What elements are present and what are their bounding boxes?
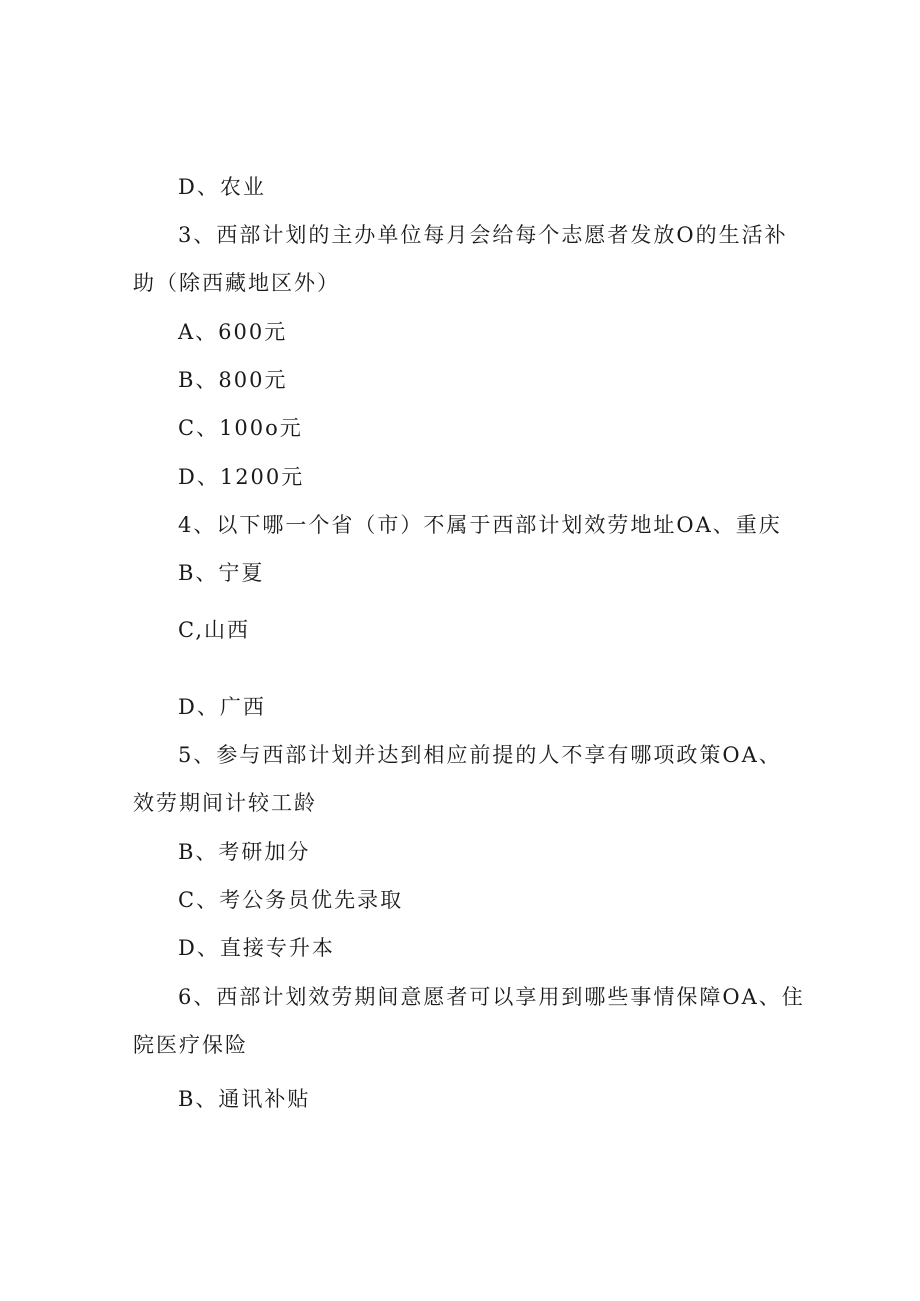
- option-c-civil-service: C、考公务员优先录取: [178, 888, 404, 912]
- question-5-continued: 效劳期间计较工龄: [133, 791, 317, 815]
- option-b-communication-subsidy: B、通讯补贴: [178, 1087, 311, 1111]
- question-3-continued: 助（除西藏地区外）: [133, 271, 340, 295]
- option-d-1200: D、1200元: [178, 465, 305, 489]
- question-4-text: 4、以下哪一个省（市）不属于西部计划效劳地址OA、重庆: [178, 513, 782, 537]
- option-d-guangxi: D、广西: [178, 695, 266, 719]
- question-6-text: 6、西部计划效劳期间意愿者可以享用到哪些事情保障OA、住: [178, 985, 805, 1009]
- option-c-1000: C、100o元: [178, 416, 303, 440]
- option-d-agriculture: D、农业: [178, 175, 266, 199]
- question-5-text: 5、参与西部计划并达到相应前提的人不享有哪项政策OA、: [178, 743, 782, 767]
- option-c-shanxi: C,山西: [178, 618, 250, 642]
- question-3-text: 3、西部计划的主办单位每月会给每个志愿者发放O的生活补: [178, 223, 788, 247]
- option-b-ningxia: B、宁夏: [178, 561, 265, 585]
- option-b-exam-bonus: B、考研加分: [178, 840, 311, 864]
- question-6-continued: 院医疗保险: [133, 1033, 248, 1057]
- option-b-800: B、800元: [178, 368, 288, 392]
- option-d-upgrade: D、直接专升本: [178, 936, 335, 960]
- option-a-600: A、600元: [178, 320, 288, 344]
